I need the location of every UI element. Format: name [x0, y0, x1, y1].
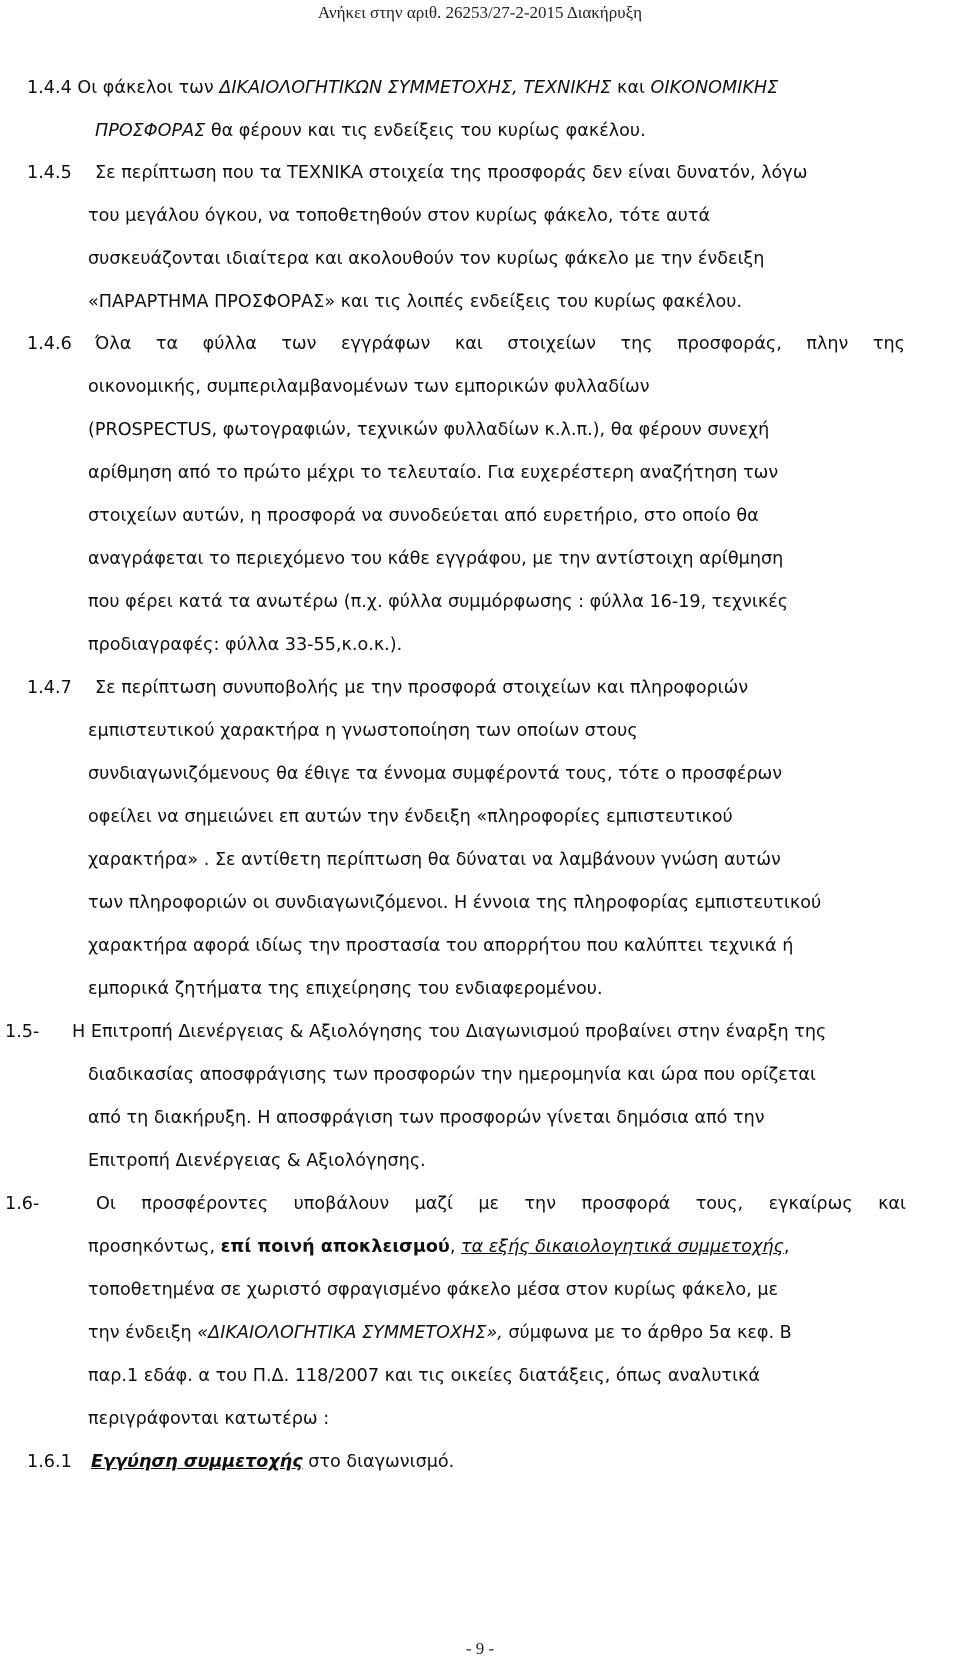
section-1-4-6-line-8: προδιαγραφές: φύλλα 33-55,κ.ο.κ.).: [88, 635, 403, 655]
section-number: 1.6-: [5, 1194, 40, 1214]
section-number: 1.4.7: [27, 678, 72, 698]
section-1-4-6-line-7: που φέρει κατά τα ανωτέρω (π.χ. φύλλα συμμόρφωσης : φύλλα 16-19, τεχνικές: [88, 592, 789, 612]
section-1-4-6-line-4: αρίθμηση από το πρώτο μέχρι το τελευταίο. Για ευχερέστερη αναζήτηση των: [88, 463, 779, 483]
section-1-4-5-line-3: συσκευάζονται ιδιαίτερα και ακολουθούν τον κυρίως φάκελο με την ένδειξη: [88, 249, 765, 269]
section-1-4-7-line-1: Σε περίπτωση συνυποβολής με την προσφορά στοιχείων και πληροφοριών: [95, 678, 749, 698]
section-1-5-line-1: Η Επιτροπή Διενέργειας & Αξιολόγησης του Διαγωνισμού προβαίνει στην έναρξη της: [72, 1022, 827, 1042]
section-1-4-4-line-2: ΠΡΟΣΦΟΡΑΣ θα φέρουν και τις ενδείξεις του κυρίως φακέλου.: [95, 121, 646, 141]
emphasis-italic: «ΔΙΚΑΙΟΛΟΓΗΤΙΚΑ ΣΥΜΜΕΤΟΧΗΣ»,: [197, 1323, 503, 1343]
section-number: 1.4.4: [27, 78, 72, 98]
section-1-6-line-2: προσηκόντως, επί ποινή αποκλεισμού, τα εξής δικαιολογητικά συμμετοχής,: [88, 1237, 790, 1257]
section-1-4-7-line-3: συνδιαγωνιζόμενους θα έθιγε τα έννομα συμφέροντά τους, τότε ο προσφέρων: [88, 764, 783, 784]
section-number: 1.4.5: [27, 163, 72, 183]
section-1-4-6-line-1: Όλα τα φύλλα των εγγράφων και στοιχείων της προσφοράς, πλην της: [95, 334, 905, 354]
emphasis-underlined: τα εξής δικαιολογητικά συμμετοχής: [461, 1237, 784, 1257]
section-1-5-line-2: διαδικασίας αποσφράγισης των προσφορών την ημερομηνία και ώρα που ορίζεται: [88, 1065, 816, 1085]
section-number: 1.5-: [5, 1022, 40, 1042]
subsection-title: Εγγύηση συμμετοχής: [91, 1452, 303, 1472]
section-1-4-7-line-6: των πληροφοριών οι συνδιαγωνιζόμενοι. Η έννοια της πληροφορίας εμπιστευτικού: [88, 893, 822, 913]
section-1-6-line-5: παρ.1 εδάφ. α του Π.Δ. 118/2007 και τις οικείες διατάξεις, όπως αναλυτικά: [88, 1366, 761, 1386]
section-1-6-line-1: Οι προσφέροντες υποβάλουν μαζί με την προσφορά τους, εγκαίρως και: [96, 1194, 906, 1214]
section-1-4-6-line-2: οικονομικής, συμπεριλαμβανομένων των εμπορικών φυλλαδίων: [88, 377, 650, 397]
section-1-6-line-4: την ένδειξη «ΔΙΚΑΙΟΛΟΓΗΤΙΚΑ ΣΥΜΜΕΤΟΧΗΣ», σύμφωνα με το άρθρο 5α κεφ. Β: [88, 1323, 792, 1343]
page-number: - 9 -: [465, 1639, 495, 1658]
section-1-4-7-line-4: οφείλει να σημειώνει επ αυτών την ένδειξη «πληροφορίες εμπιστευτικού: [88, 807, 733, 827]
section-1-4-6-line-6: αναγράφεται το περιεχόμενο του κάθε εγγράφου, με την αντίστοιχη αρίθμηση: [88, 549, 784, 569]
section-1-6-line-3: τοποθετημένα σε χωριστό σφραγισμένο φάκελο μέσα στον κυρίως φάκελο, με: [88, 1280, 779, 1300]
section-1-5-line-3: από τη διακήρυξη. Η αποσφράγιση των προσφορών γίνεται δημόσια από την: [88, 1108, 765, 1128]
section-1-4-7-line-7: χαρακτήρα αφορά ιδίως την προστασία του απορρήτου που καλύπτει τεχνικά ή: [88, 936, 794, 956]
section-1-4-6-line-3: (PROSPECTUS, φωτογραφιών, τεχνικών φυλλαδίων κ.λ.π.), θα φέρουν συνεχή: [88, 420, 770, 440]
section-1-5-line-4: Επιτροπή Διενέργειας & Αξιολόγησης.: [88, 1151, 426, 1171]
section-1-4-5-line-4: «ΠΑΡΑΡΤΗΜΑ ΠΡΟΣΦΟΡΑΣ» και τις λοιπές ενδείξεις του κυρίως φακέλου.: [88, 292, 743, 312]
section-number: 1.4.6: [27, 334, 72, 354]
section-number: 1.6.1: [27, 1452, 72, 1472]
section-1-4-7-line-2: εμπιστευτικού χαρακτήρα η γνωστοποίηση των οποίων στους: [88, 721, 638, 741]
section-1-4-5-line-1: Σε περίπτωση που τα ΤΕΧΝΙΚΑ στοιχεία της προσφοράς δεν είναι δυνατόν, λόγω: [95, 163, 808, 183]
document-header: Ανήκει στην αριθ. 26253/27-2-2015 Διακήρυξη: [317, 3, 643, 22]
emphasis-bold: επί ποινή αποκλεισμού: [220, 1237, 450, 1257]
section-1-6-line-6: περιγράφονται κατωτέρω :: [88, 1409, 330, 1429]
section-1-4-7-line-8: εμπορικά ζητήματα της επιχείρησης του ενδιαφερομένου.: [88, 979, 603, 999]
section-1-4-4-line-1: 1.4.4 Οι φάκελοι των ΔΙΚΑΙΟΛΟΓΗΤΙΚΩΝ ΣΥΜΜΕΤΟΧΗΣ, ΤΕΧΝΙΚΗΣ και ΟΙΚΟΝΟΜΙΚΗΣ: [27, 78, 779, 98]
section-1-6-1-line: Εγγύηση συμμετοχής στο διαγωνισμό.: [91, 1452, 455, 1472]
section-1-4-5-line-2: του μεγάλου όγκου, να τοποθετηθούν στον κυρίως φάκελο, τότε αυτά: [88, 206, 711, 226]
section-1-4-6-line-5: στοιχείων αυτών, η προσφορά να συνοδεύεται από ευρετήριο, στο οποίο θα: [88, 506, 759, 526]
section-1-4-7-line-5: χαρακτήρα» . Σε αντίθετη περίπτωση θα δύναται να λαμβάνουν γνώση αυτών: [88, 850, 781, 870]
